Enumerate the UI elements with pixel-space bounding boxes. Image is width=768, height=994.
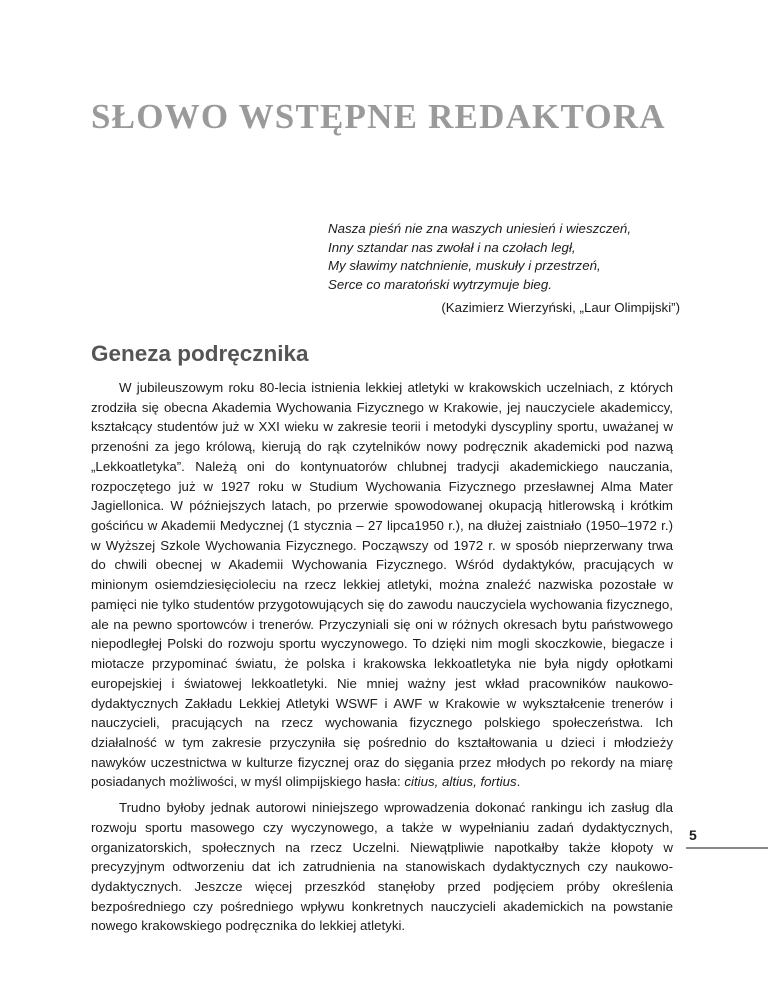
epigraph-line: My sławimy natchnienie, muskuły i przestrzeń, (328, 258, 601, 274)
page-title: SŁOWO WSTĘPNE REDAKTORA (91, 97, 666, 136)
page-number-rule (686, 847, 768, 849)
section-heading: Geneza podręcznika (91, 341, 309, 366)
olympic-motto: citius, altius, fortius (404, 774, 517, 790)
epigraph-line: Nasza pieśń nie zna waszych uniesień i wieszczeń, (328, 221, 632, 236)
paragraph-1 (91, 378, 673, 792)
epigraph-line: Serce co maratoński wytrzymuje bieg. (328, 276, 552, 292)
paragraph-2: Trudno byłoby jednak autorowi niniejszego wprowadzenia dokonać rankingu ich zasług dla rozwoju sportu masowego czy wyczynowego, a także w wypełnianiu zadań dydaktycznych, organizatorskich, społecznych na rzecz Uczelni. Niewątpliwie napotkałby także kłopoty w precyzyjnym odtworzeniu dat ich zatrudnienia na stanowiskach dydaktycznych czy naukowo-dydaktycznych. Jeszcze więcej przeszkód stanęłoby przed podjęciem próby określenia bezpośredniego czy pośredniego wpływu konkretnych nauczycieli akademickich na powstanie nowego krakowskiego podręcznika do lekkiej atletyki. (91, 800, 673, 934)
paragraph-1-text: W jubileuszowym roku 80-lecia istnienia lekkiej atletyki w krakowskich uczelniach, z których zrodziła się obecna Akademia Wychowania Fizycznego w Krakowie, jej nauczyciele akademiccy, kształcący studentów już w XXI wieku w zakresie teorii i metodyki dyscypliny sportu, uważanej w przenośni za jego królową, kierują do rąk czytelników nowy podręcznik akademicki pod nazwą „Lekkoatletyka”. Należą oni do kontynuatorów chlubnej tradycji akademickiego nauczania, rozpoczętego już w 1927 roku w Studium Wychowania Fizycznego przesławnej Alma Mater Jagiellonica. W późniejszych latach, po przerwie spowodowanej okupacją hitlerowską i krótkim gościńcu w Akademii Medycznej (1 stycznia – 27 lipca1950 r.), na dłużej zaistniało (1950–1972 r.) w Wyższej Szkole Wychowania Fizycznego. Począwszy od 1972 r. w sposób nieprzerwany trwa do chwili obecnej w Akademii Wychowania Fizycznego. Wśród dydaktyków, pracujących w minionym osiemdziesięcioleciu na rzecz lekkiej atletyki, można znaleźć nazwiska pozostałe w pamięci nie tylko studentów przygotowujących się do zawodu nauczyciela wychowania fizycznego, ale na pewno sportowców i trenerów. Przyczyniali się oni w różnych okresach bytu państwowego niepodległej Polski do rozwoju sportu wyczynowego. To dzięki nim mogli skoczkowie, biegacze i miotacze przypominać światu, że polska i krakowska lekkoatletyka nie była nigdy opłotkami europejskiej i światowej lekkoatletyki. Nie mniej ważny jest wkład pracowników naukowo-dydaktycznych Zakładu Lekkiej Atletyki WSWF i AWF w Krakowie w wykształcenie trenerów i nauczycieli, pracujących na rzecz wychowania fizycznego polskiego społeczeństwa. Ich działalność w tym zakresie przyczyniła się pośrednio do kształtowania u dzieci i młodzieży nawyków uczestnictwa w kulturze fizycznej oraz do sięgania przez młodych po rekordy na miarę posiadanych możliwości, w myśl olimpijskiego hasła: (91, 380, 673, 790)
paragraph-1-end: . (516, 774, 521, 790)
page-number: 5 (689, 827, 697, 843)
epigraph (328, 220, 680, 315)
epigraph-line: Inny sztandar nas zwołał i na czołach legł, (328, 239, 576, 255)
body-text (91, 378, 673, 942)
page-marker (686, 826, 768, 849)
epigraph-source: (Kazimierz Wierzyński, „Laur Olimpijski”) (441, 300, 680, 316)
